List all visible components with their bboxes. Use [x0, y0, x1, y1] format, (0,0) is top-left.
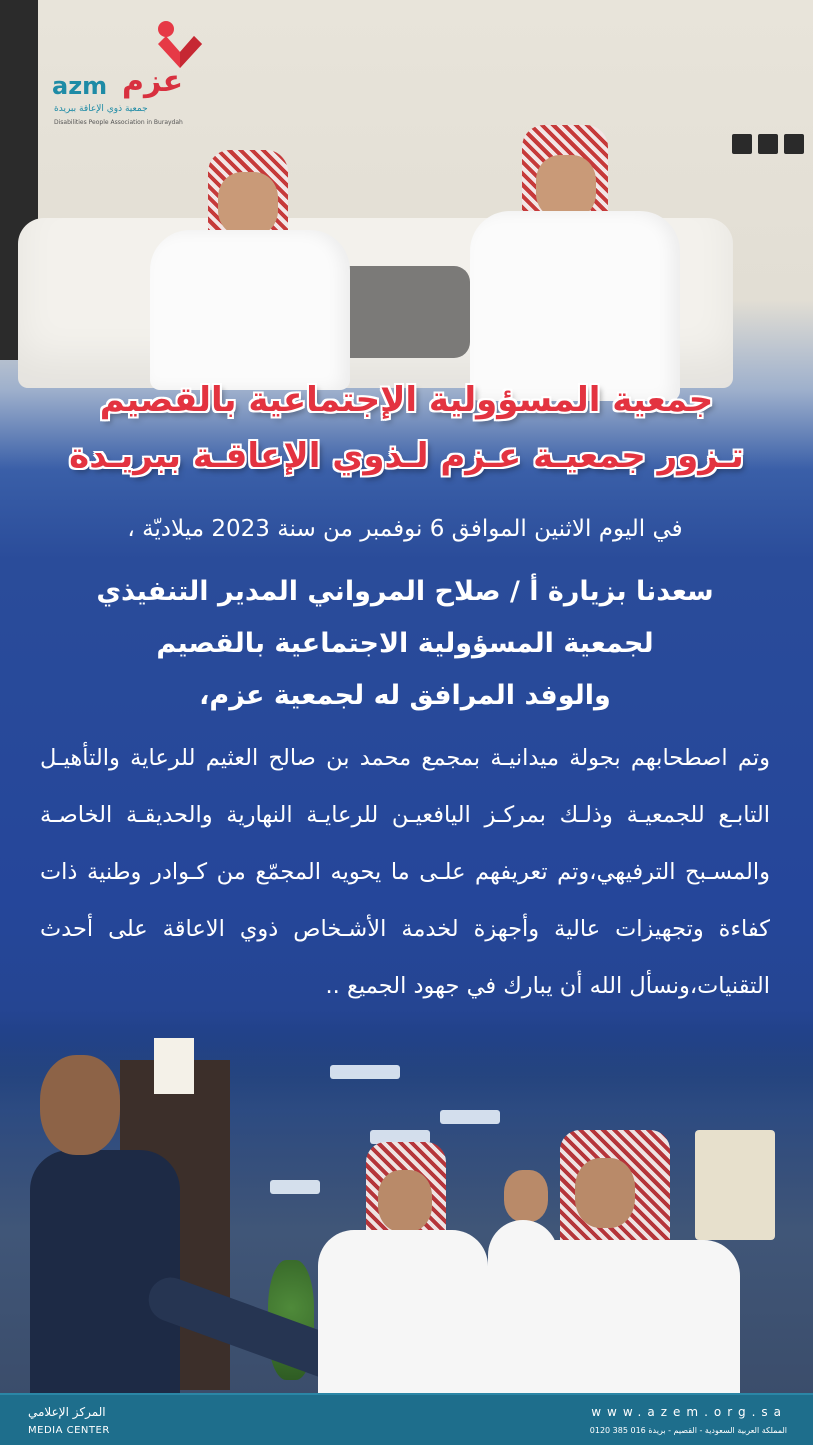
media-center-en: MEDIA CENTER [28, 1425, 110, 1436]
bottom-photo [0, 1030, 813, 1395]
wall-notice [154, 1038, 194, 1094]
logo-subtitle-ar: جمعية ذوي الإعاقة ببريدة [54, 104, 148, 114]
logo-name-en: azm [52, 72, 108, 100]
lead-line-1: سعدنا بزيارة أ / صلاح المرواني المدير التنفيذي [96, 576, 714, 607]
footer-bar [0, 1393, 813, 1445]
body-paragraph: وتم اصطحابهم بجولة ميدانيـة بمجمع محمد بن صالح العثيم للرعاية والتأهيـل التابـع للجمعيـة وذلـك بمركـز اليافعيـن للرعايـة النهارية والحديقـة الخاصـة والمسـبح الترفيهي،وتم تعريفهم علـى ما يحويه المجمّع من كـوادر وطنية ذات كفاءة وتجهيزات عالية وأجهزة لخدمة الأشـخاص ذوي الاعاقة على أحدث التقنيات،ونسأل الله أن يبارك في جهود الجميع .. [40, 745, 770, 999]
contact-line [580, 1426, 787, 1435]
lead-line-2: لجمعية المسؤولية الاجتماعية بالقصيم [156, 628, 654, 659]
lead-block [40, 566, 770, 722]
phone-number[interactable]: 016 385 0120 [589, 1426, 646, 1435]
intro-text: في اليوم الاثنين الموافق 6 نوفمبر من سنة 2023 ميلاديّة ، [127, 516, 683, 542]
host-thobe [520, 1240, 740, 1395]
logo-name-ar: عزم [122, 64, 184, 99]
headline-line-1: جمعية المسؤولية الإجتماعية بالقصيم [99, 380, 714, 420]
light-switches [732, 134, 804, 154]
headline-line-2: تـزور جمعيـة عـزم لـذوي الإعاقـة ببريـدة [69, 436, 744, 476]
wall-poster [695, 1130, 775, 1240]
man-dark-shirt [30, 1150, 180, 1395]
top-photo [0, 0, 813, 420]
headline [0, 372, 813, 484]
logo-subtitle-en: Disabilities People Association in Buraydah [54, 119, 183, 126]
visitor-thobe [318, 1230, 488, 1395]
media-center-ar: المركز الإعلامي [28, 1405, 106, 1419]
lead-line-3: والوفد المرافق له لجمعية عزم، [199, 680, 611, 711]
address-text: المملكة العربية السعودية - القصيم - بريدة [648, 1426, 787, 1435]
website-link[interactable]: www.azem.org.sa [591, 1405, 787, 1419]
azm-logo [52, 20, 212, 126]
